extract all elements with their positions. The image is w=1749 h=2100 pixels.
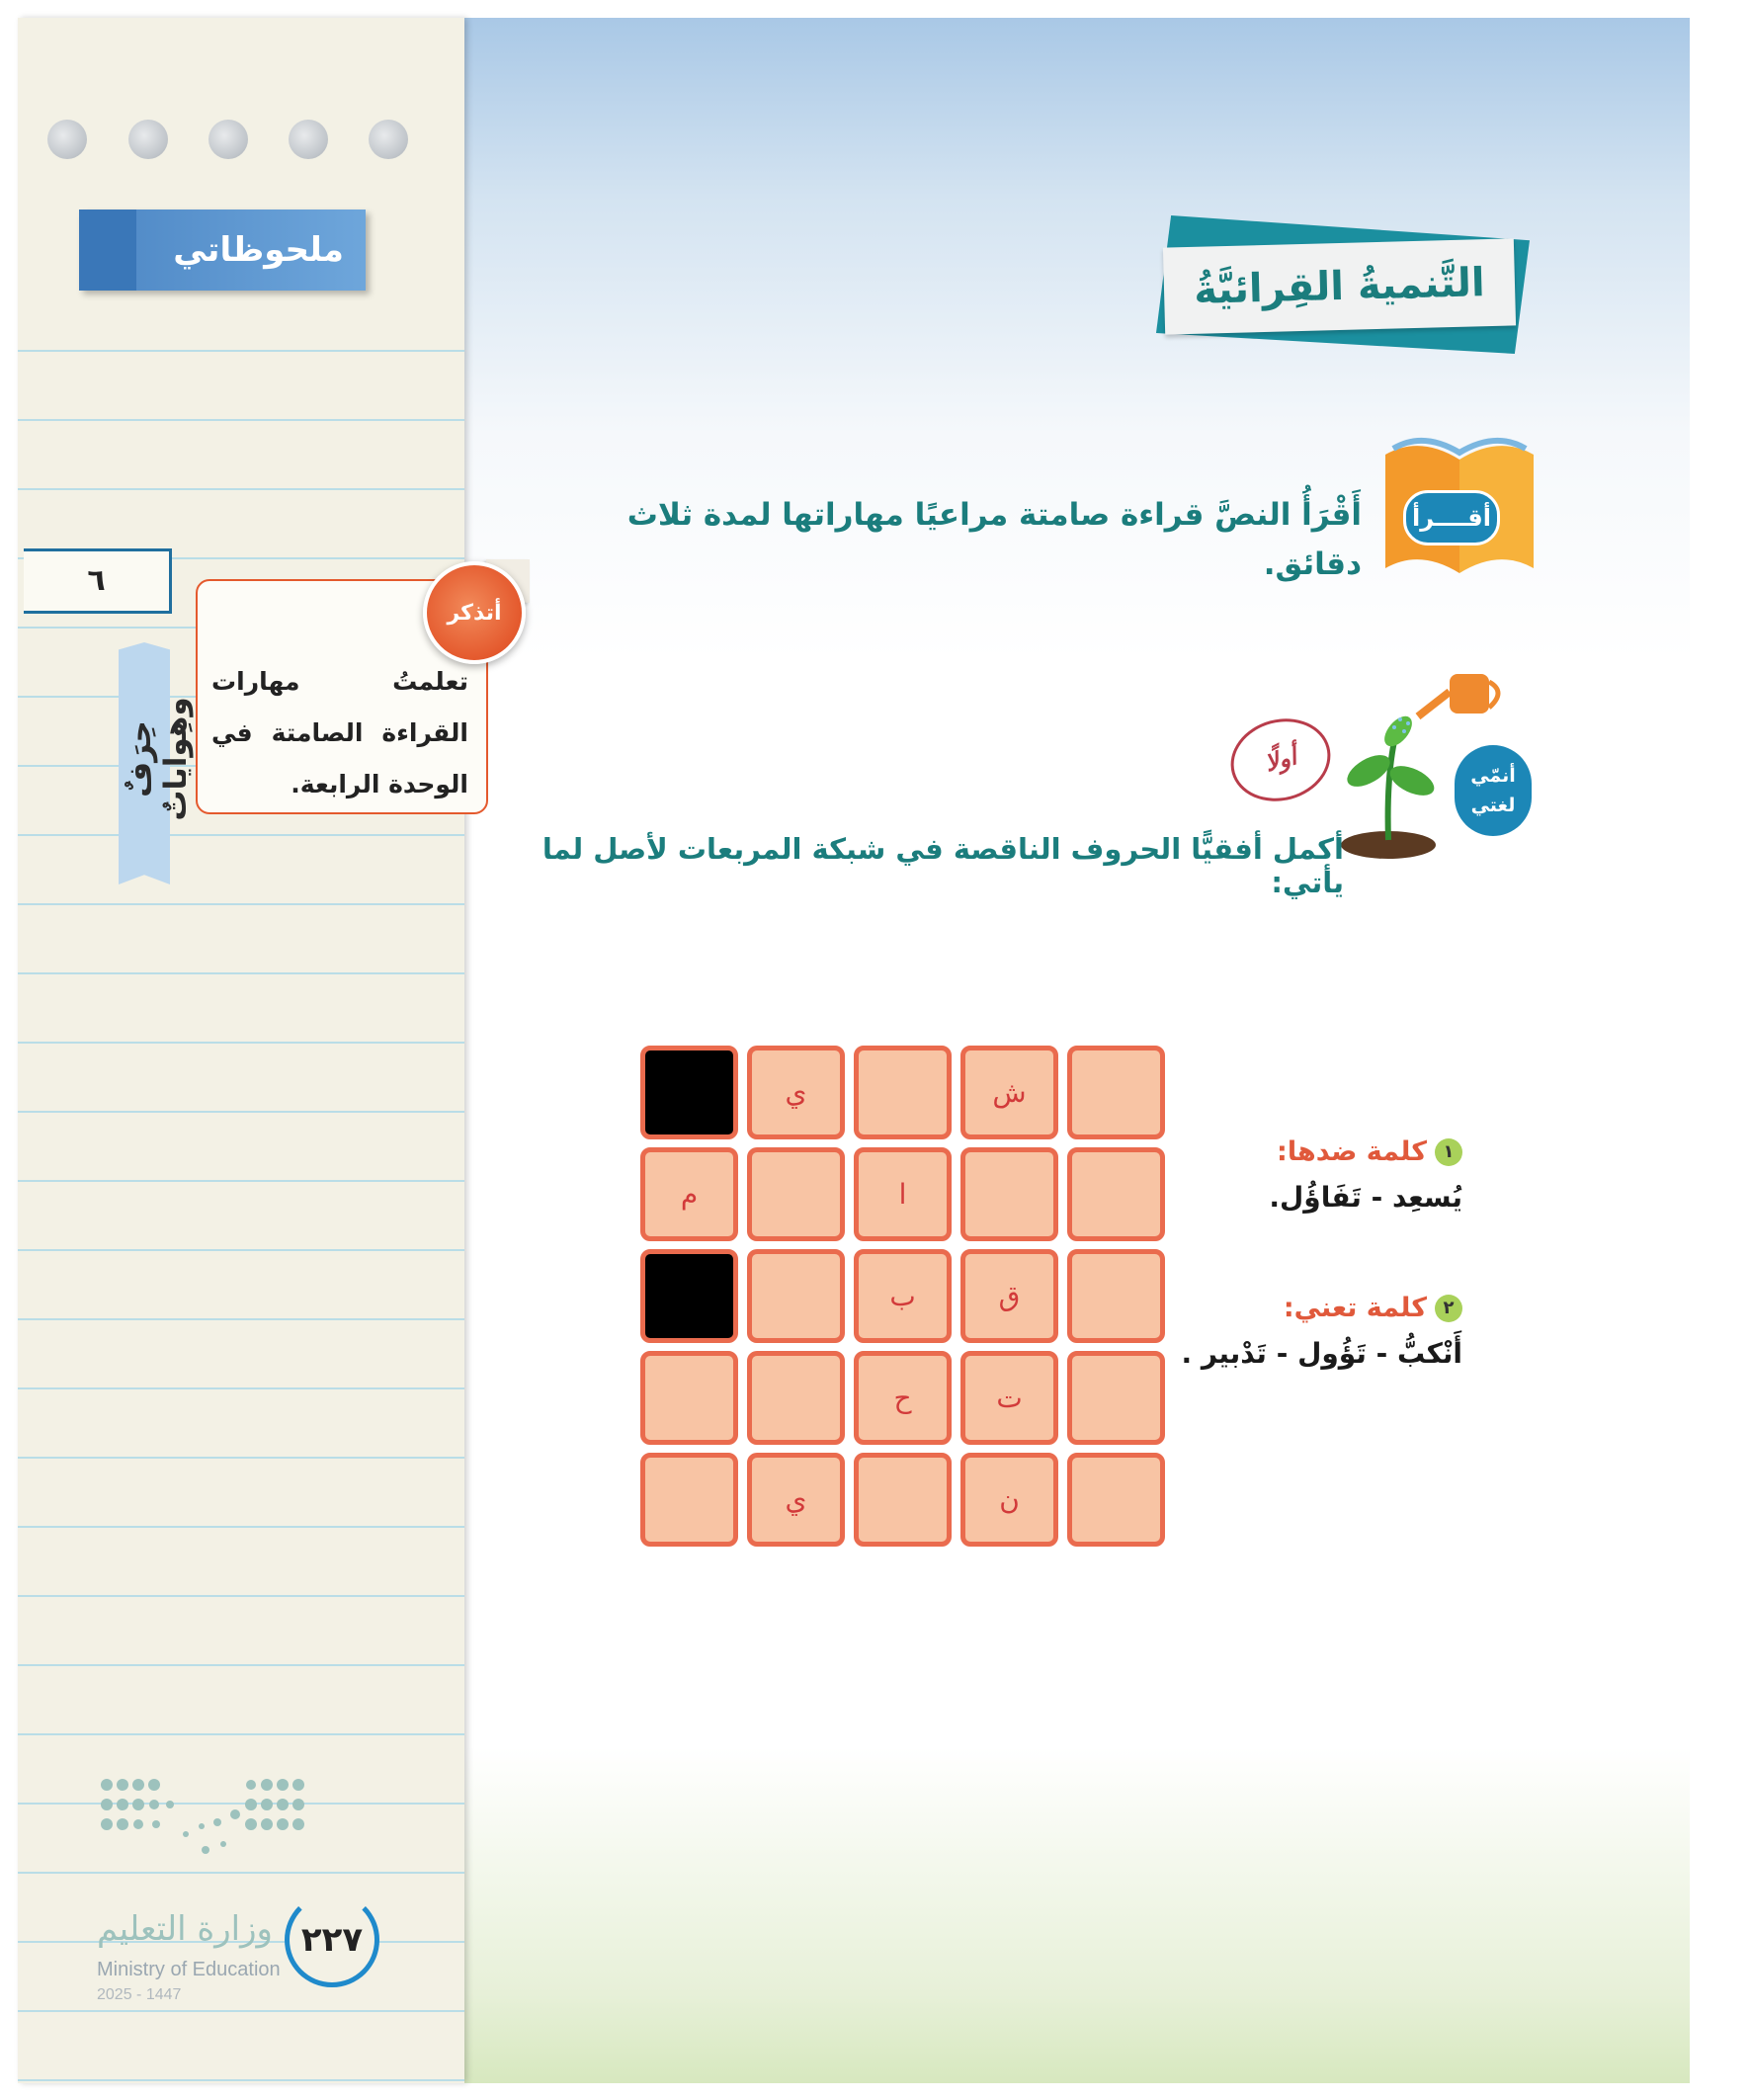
notes-label: ملحوظاتي bbox=[173, 230, 344, 270]
badge-line-1: أنمّي bbox=[1470, 765, 1516, 787]
clue-2 bbox=[1126, 1293, 1462, 1370]
first-stamp: أولًا bbox=[1221, 708, 1340, 812]
grid-cell[interactable]: ي bbox=[747, 1046, 845, 1139]
clue-words: يُسعِد - تَفَاؤُل. bbox=[1269, 1181, 1462, 1214]
grid-cell[interactable] bbox=[960, 1147, 1058, 1241]
grid-cell[interactable] bbox=[1067, 1453, 1165, 1547]
read-label: أقــــرأ bbox=[1403, 490, 1500, 546]
binder-hole bbox=[289, 120, 328, 159]
grid-cell[interactable] bbox=[854, 1046, 952, 1139]
grid-cell[interactable] bbox=[747, 1351, 845, 1445]
binder-hole bbox=[208, 120, 248, 159]
section-title: التَّنميةُ القِرائيَّةُ bbox=[1163, 238, 1516, 334]
clue-1 bbox=[1126, 1136, 1462, 1214]
grid-cell[interactable]: ق bbox=[960, 1249, 1058, 1343]
grid-cell[interactable] bbox=[640, 1351, 738, 1445]
clue-heading bbox=[1126, 1136, 1462, 1167]
notes-tab-strip bbox=[79, 210, 136, 291]
page-number: ٢٢٧ bbox=[285, 1892, 379, 1987]
grid-cell[interactable]: ن bbox=[960, 1453, 1058, 1547]
clue-heading-text: كلمة تعني: bbox=[1283, 1293, 1427, 1323]
clue-number: ٢ bbox=[1435, 1295, 1462, 1322]
grid-cell[interactable]: ا bbox=[854, 1147, 952, 1241]
notes-tab bbox=[79, 210, 366, 291]
clue-heading bbox=[1126, 1293, 1462, 1323]
grid-cell[interactable] bbox=[640, 1453, 738, 1547]
exercise-instruction: أكمل أفقيًّا الحروف الناقصة في شبكة المربعات لأصل لما يأتي: bbox=[541, 832, 1344, 899]
binder-hole bbox=[47, 120, 87, 159]
grid-cell[interactable] bbox=[1067, 1046, 1165, 1139]
grid-cell[interactable]: ب bbox=[854, 1249, 952, 1343]
badge-line-2: لغتي bbox=[1470, 795, 1516, 816]
remember-badge: أتذكر bbox=[423, 561, 526, 664]
ministry-name-arabic: وزارة التعليم bbox=[97, 1909, 273, 1949]
blocked-cell bbox=[640, 1046, 738, 1139]
ministry-name-english: Ministry of Education bbox=[97, 1959, 281, 1980]
ministry-logo-icon bbox=[97, 1775, 314, 1903]
grid-cell[interactable]: ي bbox=[747, 1453, 845, 1547]
unit-title: حِرَفٌ وهِواياتٌ bbox=[123, 697, 194, 821]
clue-words: أَنْكبُّ - تَؤُول - تَدْبير . bbox=[1181, 1337, 1462, 1370]
clue-heading-text: كلمة ضدها: bbox=[1277, 1136, 1427, 1167]
grid-cell[interactable]: ش bbox=[960, 1046, 1058, 1139]
read-instruction: أَقْرَأُ النصَّ قراءة صامتة مراعيًا مهاراتها لمدة ثلاث دقائق. bbox=[626, 497, 1362, 582]
grid-cell[interactable] bbox=[747, 1147, 845, 1241]
grid-cell[interactable] bbox=[854, 1453, 952, 1547]
binder-hole bbox=[128, 120, 168, 159]
notes-sidebar bbox=[18, 18, 464, 2083]
grid-cell[interactable] bbox=[747, 1249, 845, 1343]
remember-text: تعلمتُ مهارات القراءة الصامتة في الوحدة الرابعة. bbox=[211, 667, 468, 798]
ministry-year: 2025 - 1447 bbox=[97, 1986, 182, 2003]
grid-cell[interactable]: ت bbox=[960, 1351, 1058, 1445]
grid-cell[interactable]: ح bbox=[854, 1351, 952, 1445]
develop-language-badge bbox=[1455, 745, 1532, 836]
clue-number: ١ bbox=[1435, 1138, 1462, 1166]
binder-hole bbox=[369, 120, 408, 159]
grid-cell[interactable]: م bbox=[640, 1147, 738, 1241]
blocked-cell bbox=[640, 1249, 738, 1343]
crossword-grid bbox=[640, 1046, 1168, 1554]
unit-number: ٦ bbox=[24, 548, 172, 614]
